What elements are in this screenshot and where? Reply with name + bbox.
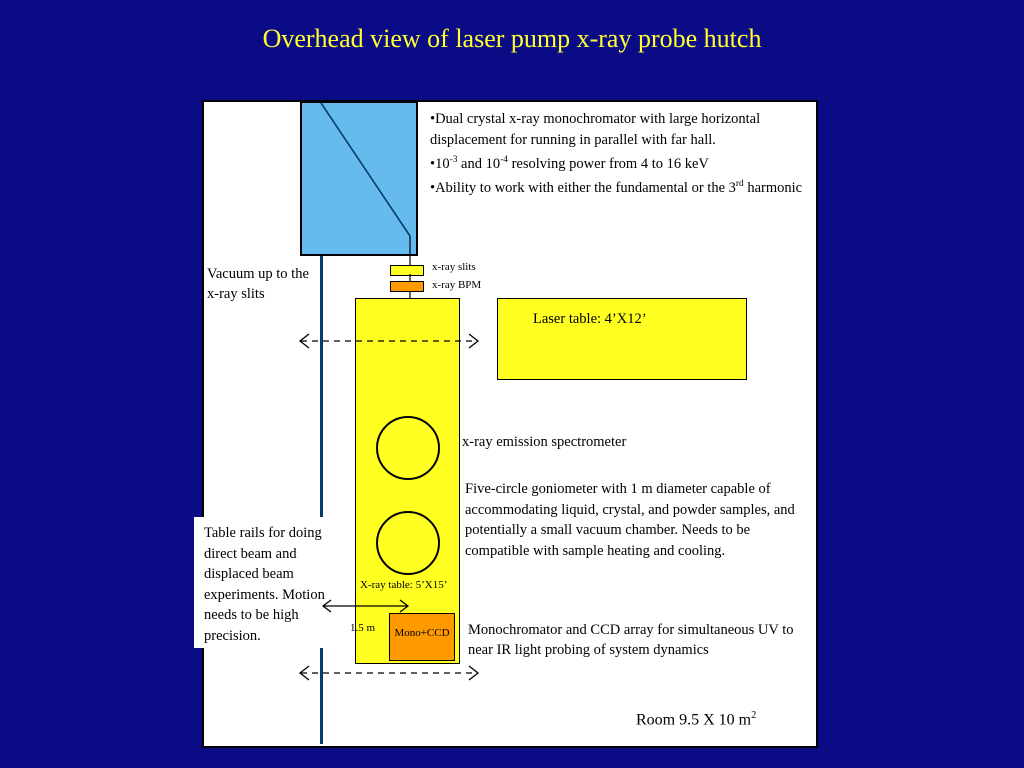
rail-arrow-top: [296, 331, 482, 351]
laser-table: [497, 298, 747, 380]
xray-slits-label: x-ray slits: [432, 261, 476, 273]
mono-ccd-label: Mono+CCD: [394, 627, 450, 639]
table-rails-label: Table rails for doing direct beam and displaced beam experiments. Motion needs to be high precision.: [204, 525, 325, 644]
xray-table-label: X-ray table: 5’X15’: [360, 579, 448, 591]
displacement-arrow: [320, 597, 412, 615]
note-line-3: $•10^{-3}$ and $10^{-4}$ resolving power from 4 to 16 keV: [430, 155, 709, 172]
mono-ccd-note: Monochromator and CCD array for simultaneous UV to near IR light probing of system dynamics: [468, 622, 794, 658]
goniometer-label: Five-circle goniometer with 1 m diameter capable of accommodating liquid, crystal, and powder samples, and potentially a small vacuum chamber. Needs to be compatible with sample heating and cooling.: [465, 481, 795, 560]
monochromator-beam-path: [300, 101, 420, 271]
distance-label: 1.5 m: [350, 622, 376, 634]
rail-arrow-bottom: [296, 663, 482, 683]
note-line-1: •Dual crystal x-ray monochromator with large horizontal: [430, 111, 761, 127]
goniometer-circle: [376, 511, 440, 575]
spectrometer-label: x-ray emission spectrometer: [462, 434, 627, 450]
monochromator-notes: [430, 109, 810, 199]
note-line-2: displacement for running in parallel with far hall.: [430, 131, 716, 148]
spectrometer-circle: [376, 416, 440, 480]
mono-ccd-box: [389, 613, 455, 661]
vacuum-label: Vacuum up to the x-ray slits: [207, 266, 309, 302]
note-line-4: •Ability to work with either the fundamental or the 3rd harmonic: [430, 179, 803, 197]
laser-table-label: Laser table: 4’X12’: [533, 311, 647, 327]
room-size-label: Room 9.5 X 10 $m^2$: [636, 710, 757, 729]
table-rails-callout: [194, 517, 344, 648]
slide-title: Overhead view of laser pump x-ray probe hutch: [262, 24, 762, 53]
xray-bpm-label: x-ray BPM: [432, 279, 482, 291]
